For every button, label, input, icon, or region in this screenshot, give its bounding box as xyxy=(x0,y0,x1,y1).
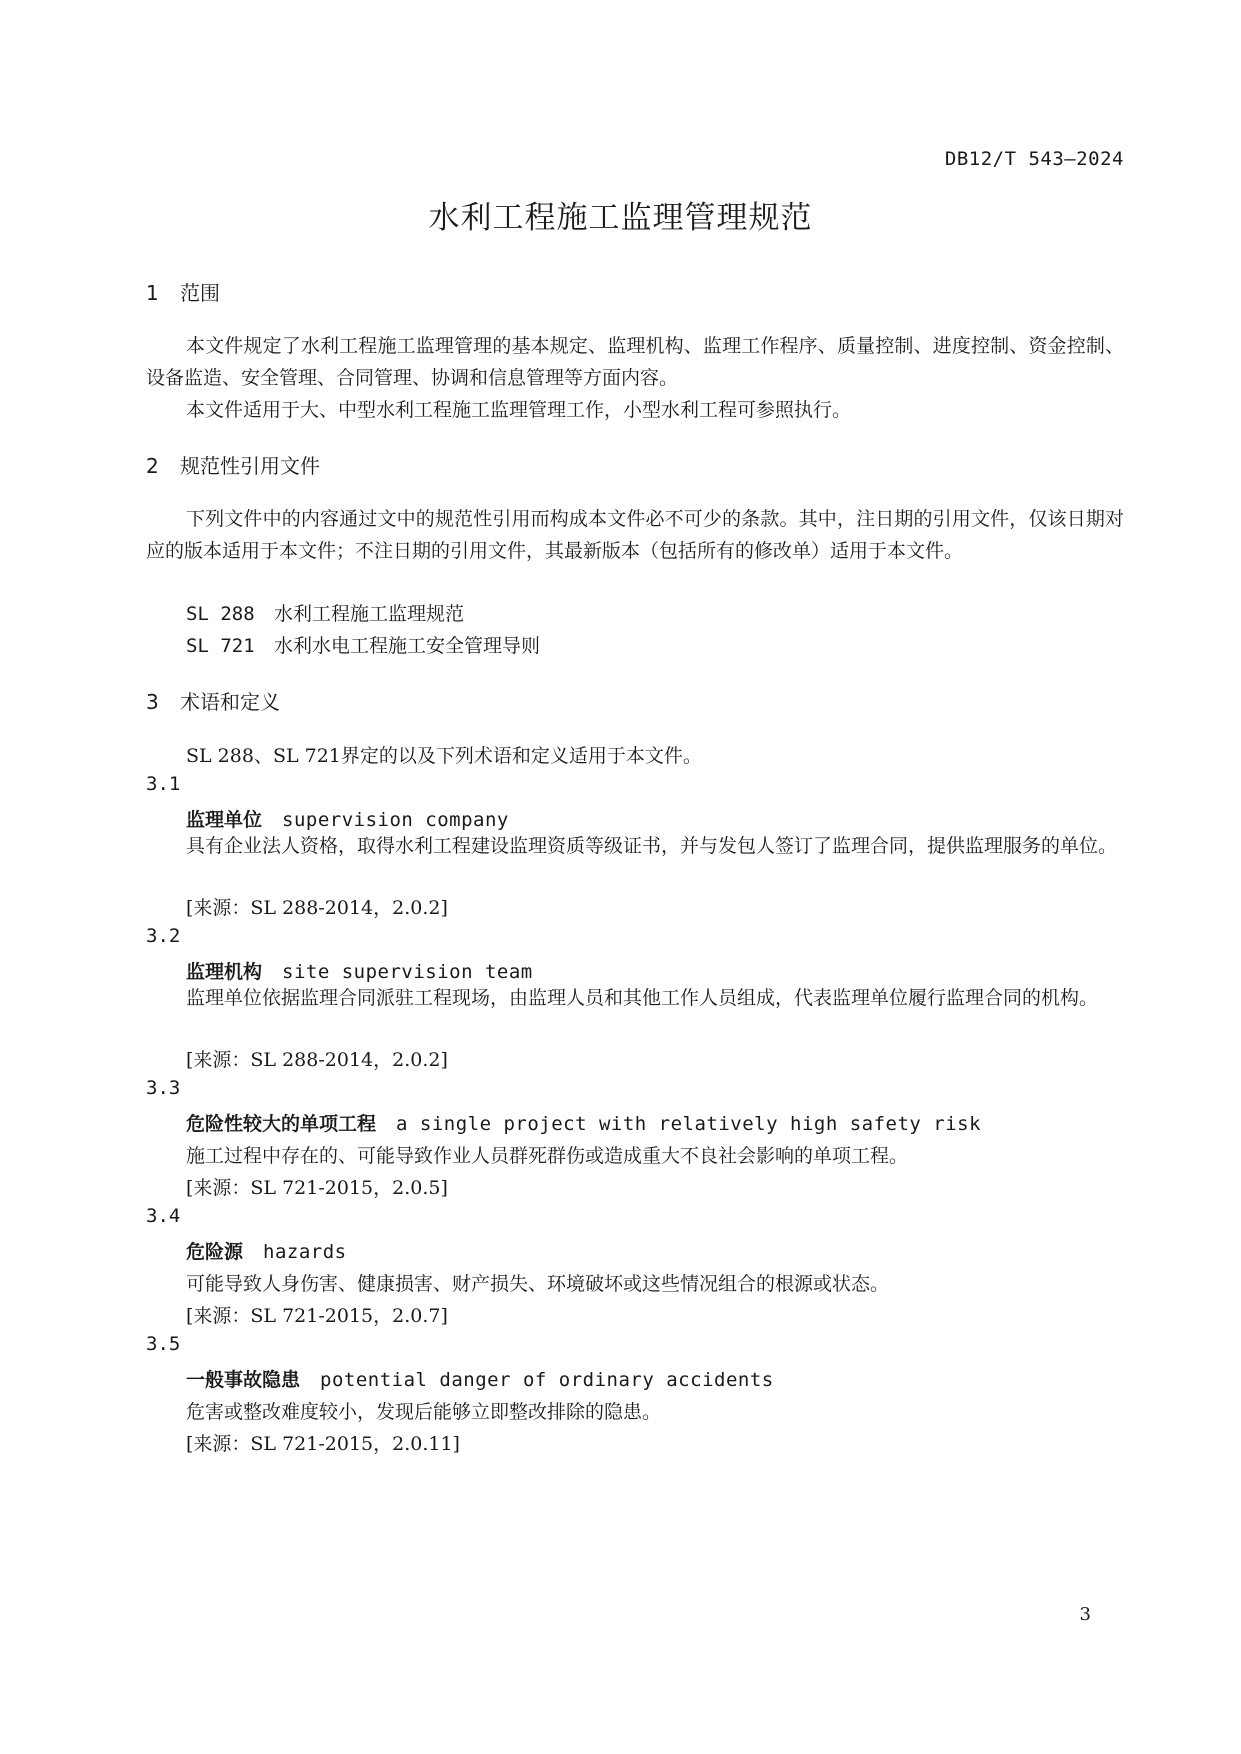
term-en: supervision company xyxy=(282,809,509,831)
section-number: 2 xyxy=(146,454,159,478)
term-zh: 危险性较大的单项工程 xyxy=(186,1113,377,1135)
section-2-heading xyxy=(146,450,320,479)
term-source: [来源：SL 288-2014，2.0.2] xyxy=(186,897,448,919)
term-definition: 危害或整改难度较小，发现后能够立即整改排除的隐患。 xyxy=(186,1401,662,1423)
term-definition: 具有企业法人资格，取得水利工程建设监理资质等级证书，并与发包人签订了监理合同，提供监理服务的单位。 xyxy=(186,835,1118,857)
term-en: potential danger of ordinary accidents xyxy=(320,1369,774,1391)
section-title: 术语和定义 xyxy=(180,690,280,714)
term-entry xyxy=(186,1237,347,1264)
term-en: a single project with relatively high safety risk xyxy=(396,1113,982,1135)
term-number: 3.2 xyxy=(146,925,181,947)
terms-intro: SL 288、SL 721界定的以及下列术语和定义适用于本文件。 xyxy=(186,745,702,767)
section-title: 规范性引用文件 xyxy=(180,454,320,478)
scope-paragraph-1: 本文件规定了水利工程施工监理管理的基本规定、监理机构、监理工作程序、质量控制、进度控制、资金控制、设备监造、安全管理、合同管理、协调和信息管理等方面内容。 xyxy=(146,335,1124,389)
section-number: 1 xyxy=(146,281,159,305)
term-number: 3.4 xyxy=(146,1205,181,1227)
term-source: [来源：SL 721-2015，2.0.11] xyxy=(186,1433,460,1455)
term-entry xyxy=(186,1109,981,1136)
term-zh: 一般事故隐患 xyxy=(186,1369,301,1391)
section-title: 范围 xyxy=(180,281,220,305)
term-en: site supervision team xyxy=(282,961,533,983)
term-definition: 可能导致人身伤害、健康损害、财产损失、环境破坏或这些情况组合的根源或状态。 xyxy=(186,1273,890,1295)
reference-title: 水利工程施工监理规范 xyxy=(274,603,465,625)
term-definition: 监理单位依据监理合同派驻工程现场，由监理人员和其他工作人员组成，代表监理单位履行监理合同的机构。 xyxy=(186,987,1099,1009)
term-zh: 危险源 xyxy=(186,1241,244,1263)
term-entry xyxy=(186,805,509,832)
term-source: [来源：SL 721-2015，2.0.5] xyxy=(186,1177,448,1199)
reference-code: SL 288 xyxy=(186,603,255,625)
term-number: 3.5 xyxy=(146,1333,181,1355)
section-3-heading xyxy=(146,686,280,715)
reference-item xyxy=(186,599,464,626)
term-definition: 施工过程中存在的、可能导致作业人员群死群伤或造成重大不良社会影响的单项工程。 xyxy=(186,1145,909,1167)
section-1-heading xyxy=(146,277,220,306)
term-source: [来源：SL 288-2014，2.0.2] xyxy=(186,1049,448,1071)
normative-references-paragraph: 下列文件中的内容通过文中的规范性引用而构成本文件必不可少的条款。其中，注日期的引用文件，仅该日期对应的版本适用于本文件；不注日期的引用文件，其最新版本（包括所有的修改单）适用于本文件。 xyxy=(146,508,1124,562)
section-number: 3 xyxy=(146,690,159,714)
term-zh: 监理机构 xyxy=(186,961,263,983)
standard-code: DB12/T 543—2024 xyxy=(944,148,1124,170)
term-entry xyxy=(186,1365,774,1392)
term-number: 3.1 xyxy=(146,773,181,795)
term-en: hazards xyxy=(263,1241,347,1263)
scope-paragraph-2: 本文件适用于大、中型水利工程施工监理管理工作，小型水利工程可参照执行。 xyxy=(186,399,852,421)
page-number: 3 xyxy=(1079,1604,1091,1625)
term-number: 3.3 xyxy=(146,1077,181,1099)
document-title: 水利工程施工监理管理规范 xyxy=(428,200,813,236)
reference-item xyxy=(186,631,540,658)
term-entry xyxy=(186,957,533,984)
term-source: [来源：SL 721-2015，2.0.7] xyxy=(186,1305,448,1327)
reference-code: SL 721 xyxy=(186,635,255,657)
term-zh: 监理单位 xyxy=(186,809,263,831)
reference-title: 水利水电工程施工安全管理导则 xyxy=(274,635,541,657)
